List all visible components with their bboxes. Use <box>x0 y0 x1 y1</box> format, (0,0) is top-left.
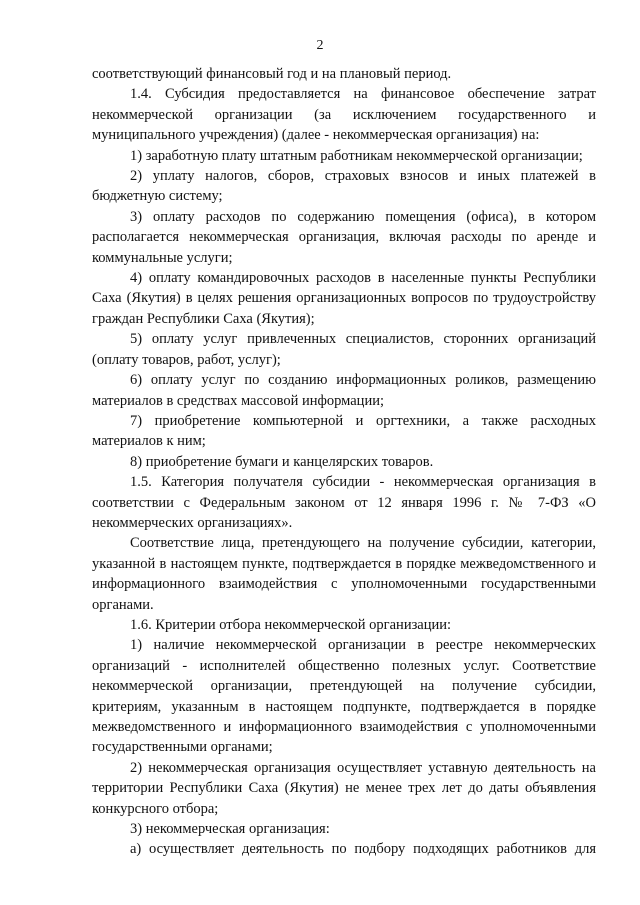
paragraph: 1.4. Субсидия предоставляется на финансовое обеспечение затрат некоммерческой организации (за исключением государственного и муниципального учреждения) (далее - некоммерческая организация) на: <box>92 86 596 144</box>
paragraph: 2) некоммерческая организация осуществляет уставную деятельность на территории Республики Саха (Якутия) не менее трех лет до даты объявления конкурсного отбора; <box>92 759 596 817</box>
paragraph: соответствующий финансовый год и на плановый период. <box>92 66 452 82</box>
paragraph: 1.6. Критерии отбора некоммерческой организации: <box>130 616 452 633</box>
paragraph: Соответствие лица, претендующего на получение субсидии, категории, указанной в настоящем пункте, подтверждается в порядке межведомственного и информационного взаимодействия с уполномоченными государственными органами. <box>92 535 596 613</box>
paragraph: 8) приобретение бумаги и канцелярских товаров. <box>130 453 434 470</box>
paragraph: 3) оплату расходов по содержанию помещения (офиса), в котором располагается некоммерческая организация, включая расходы по аренде и коммунальные услуги; <box>92 208 596 266</box>
paragraph: 5) оплату услуг привлеченных специалистов, сторонних организаций (оплату товаров, работ, услуг); <box>92 331 596 368</box>
paragraph: а) осуществляет деятельность по подбору подходящих работников для <box>130 841 596 858</box>
paragraph: 2) уплату налогов, сборов, страховых взносов и иных платежей в бюджетную систему; <box>92 168 596 205</box>
paragraph: 4) оплату командировочных расходов в населенные пункты Республики Саха (Якутия) в целях решения организационных вопросов по трудоустройству граждан Республики Саха (Якутия); <box>92 270 596 327</box>
paragraph: 1) наличие некоммерческой организации в реестре некоммерческих организаций - исполнителей общественно полезных услуг. Соответствие некоммерческой организации, претендующей на получение субсидии, критериям, указанным в настоящем подпункте, подтверждается в порядке межведомственного и информационного взаимодействия с уполномоченными государственными органами; <box>92 637 596 756</box>
paragraph: 6) оплату услуг по созданию информационных роликов, размещению материалов в средствах массовой информации; <box>92 372 596 409</box>
document-body <box>92 64 596 860</box>
paragraph: 3) некоммерческая организация: <box>130 821 330 838</box>
paragraph: 1) заработную плату штатным работникам некоммерческой организации; <box>130 147 583 164</box>
page-number: 2 <box>316 38 324 53</box>
paragraph: 1.5. Категория получателя субсидии - некоммерческая организация в соответствии с Федеральным законом от 12 января 1996 г. № 7-ФЗ «О некоммерческих организациях». <box>92 474 596 531</box>
paragraph: 7) приобретение компьютерной и оргтехники, а также расходных материалов к ним; <box>92 412 596 450</box>
